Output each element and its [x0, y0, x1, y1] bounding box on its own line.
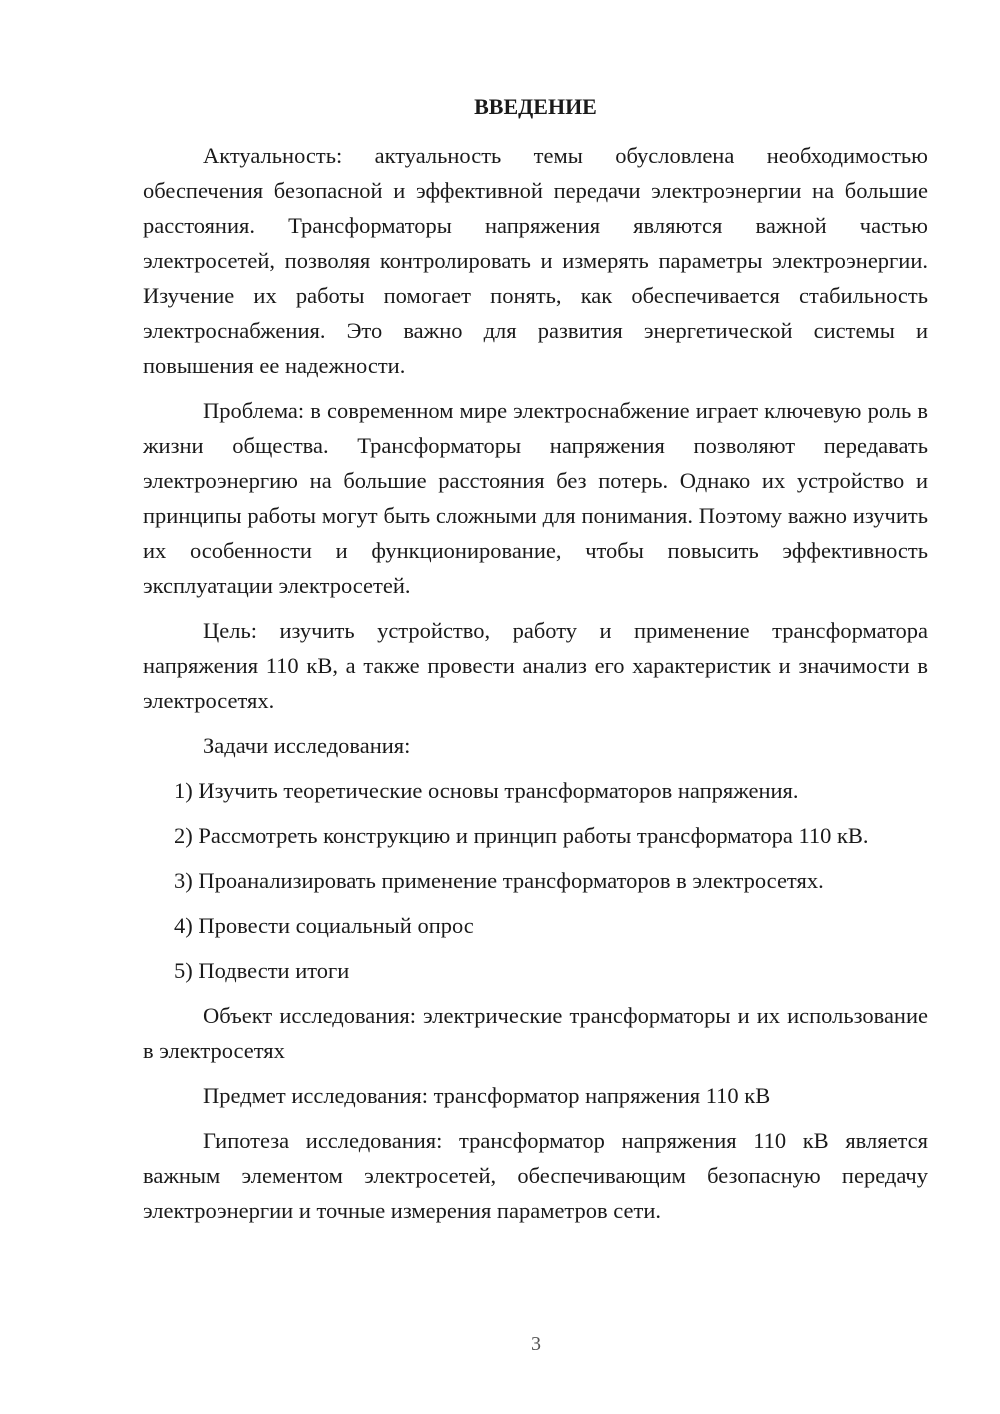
task-item-1: 1) Изучить теоретические основы трансформаторов напряжения. — [174, 778, 799, 803]
paragraph-subject: Предмет исследования: трансформатор напряжения 110 кВ — [203, 1083, 771, 1108]
paragraph-problem: Проблема: в современном мире электроснабжение играет ключевую роль в жизни общества. Трансформаторы напряжения позволяют передавать электроэнергию на большие расстояния без потерь. Однако их устройство и принципы работы могут быть сложными для понимания. Поэтому важно изучить их особенности и функционирование, чтобы повысить эффективность эксплуатации электросетей. — [143, 398, 928, 598]
task-item-5: 5) Подвести итоги — [174, 958, 350, 983]
document-page — [143, 92, 928, 1238]
task-item-2: 2) Рассмотреть конструкцию и принцип работы трансформатора 110 кВ. — [174, 823, 869, 848]
page-number: 3 — [531, 1333, 541, 1355]
task-item-4: 4) Провести социальный опрос — [174, 913, 474, 938]
paragraph-hypothesis: Гипотеза исследования: трансформатор напряжения 110 кВ является важным элементом электросетей, обеспечивающим безопасную передачу электроэнергии и точные измерения параметров сети. — [143, 1128, 928, 1223]
paragraph-object: Объект исследования: электрические трансформаторы и их использование в электросетях — [143, 1003, 928, 1063]
paragraph-relevance: Актуальность: актуальность темы обусловлена необходимостью обеспечения безопасной и эффективной передачи электроэнергии на большие расстояния. Трансформаторы напряжения являются важной частью электросетей, позволяя контролировать и измерять параметры электроэнергии. Изучение их работы помогает понять, как обеспечивается стабильность электроснабжения. Это важно для развития энергетической системы и повышения ее надежности. — [143, 143, 928, 378]
task-item-3: 3) Проанализировать применение трансформаторов в электросетях. — [174, 868, 824, 893]
tasks-heading: Задачи исследования: — [203, 733, 411, 758]
section-title: ВВЕДЕНИЕ — [474, 94, 597, 119]
paragraph-goal: Цель: изучить устройство, работу и применение трансформатора напряжения 110 кВ, а также провести анализ его характеристик и значимости в электросетях. — [143, 618, 928, 713]
